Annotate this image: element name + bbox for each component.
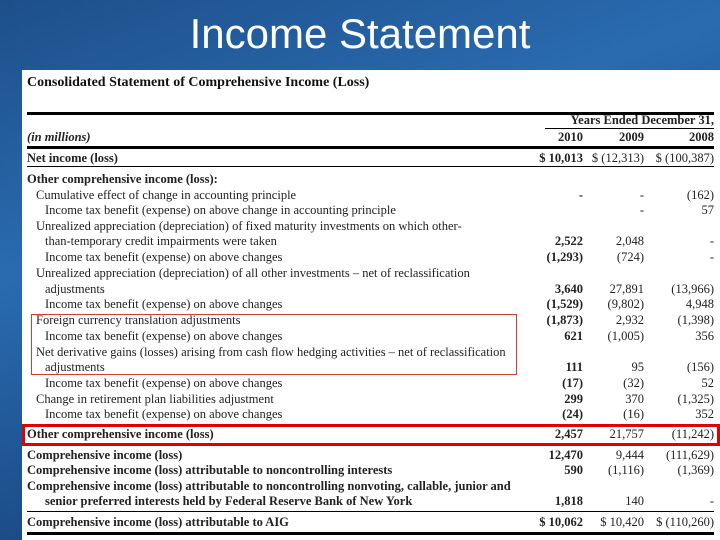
row-label: Income tax benefit (expense) on above changes	[45, 329, 283, 343]
value-2008: $ (100,387)	[655, 151, 714, 165]
value-2009: 370	[625, 392, 644, 406]
value-2008: -	[709, 250, 714, 264]
value-2009: 140	[625, 494, 644, 508]
value-2008: 4,948	[685, 297, 714, 311]
row-label: Income tax benefit (expense) on above change in accounting principle	[45, 203, 396, 217]
value-2009: (16)	[623, 407, 644, 421]
row-label: adjustments	[45, 282, 105, 296]
divider	[27, 532, 714, 535]
row-label: Comprehensive income (loss) attributable to AIG	[27, 515, 289, 529]
row-label: Income tax benefit (expense) on above changes	[45, 376, 283, 390]
value-2010: 1,818	[554, 494, 583, 508]
value-2010: 2,457	[554, 427, 583, 441]
slide-title: Income Statement	[189, 10, 531, 57]
value-2010: (24)	[562, 407, 583, 421]
value-2008: -	[709, 494, 714, 508]
value-2010: (17)	[562, 376, 583, 390]
table-row	[22, 233, 720, 249]
row-label: Income tax benefit (expense) on above changes	[45, 250, 283, 264]
value-2009: 95	[631, 360, 644, 374]
value-2009: 2,932	[615, 313, 644, 327]
row-label: adjustments	[45, 360, 105, 374]
value-2009: (1,116)	[608, 463, 644, 477]
table-row	[22, 359, 720, 375]
table-row	[22, 462, 720, 478]
value-2008: 356	[695, 329, 714, 343]
value-2008: 52	[701, 376, 714, 390]
value-2010: (1,293)	[546, 250, 583, 264]
value-2010: 590	[564, 463, 583, 477]
row-label: Net derivative gains (losses) arising from cash flow hedging activities – net of reclassification	[36, 345, 506, 359]
value-2010: 299	[564, 392, 583, 406]
table-row	[22, 478, 720, 494]
row-label: Income tax benefit (expense) on above changes	[45, 407, 283, 421]
row-label: senior preferred interests held by Federal Reserve Bank of New York	[45, 494, 413, 508]
table-row	[22, 187, 720, 203]
table-row	[22, 281, 720, 297]
table-row	[22, 249, 720, 265]
table-row	[22, 312, 720, 328]
row-label: Comprehensive income (loss) attributable to noncontrolling interests	[27, 463, 393, 477]
value-2008: (13,966)	[671, 282, 714, 296]
value-2009: -	[639, 188, 644, 202]
value-2008: (111,629)	[665, 448, 714, 462]
divider	[27, 146, 714, 149]
value-2008: (11,242)	[671, 427, 714, 441]
value-2009: $ (12,313)	[591, 151, 644, 165]
value-2010: 3,640	[554, 282, 583, 296]
value-2010: -	[578, 188, 583, 202]
row-label: Comprehensive income (loss) attributable to noncontrolling nonvoting, callable, junior and	[27, 479, 511, 493]
year-header-2010: 2010	[558, 130, 583, 144]
value-2009: (9,802)	[607, 297, 644, 311]
value-2009: 21,757	[609, 427, 644, 441]
table-row	[22, 328, 720, 344]
row-label: than-temporary credit impairments were taken	[45, 234, 277, 248]
divider	[27, 166, 714, 167]
value-2008: -	[709, 234, 714, 248]
value-2008: (1,398)	[677, 313, 714, 327]
table-row	[22, 391, 720, 407]
divider	[545, 128, 714, 129]
table-row	[22, 406, 720, 422]
value-2008: (162)	[686, 188, 714, 202]
value-2009: $ 10,420	[600, 515, 644, 529]
table-row	[22, 171, 720, 187]
table-row	[22, 344, 720, 360]
value-2009: 9,444	[615, 448, 644, 462]
statement-panel	[22, 70, 720, 540]
year-header-2009: 2009	[619, 130, 644, 144]
value-2009: -	[639, 203, 644, 217]
value-2008: 352	[695, 407, 714, 421]
row-label: Comprehensive income (loss)	[27, 448, 183, 462]
row-label: Unrealized appreciation (depreciation) of all other investments – net of reclassification	[36, 266, 470, 280]
value-2008: (1,325)	[677, 392, 714, 406]
table-row	[22, 447, 720, 463]
period-header: Years Ended December 31,	[570, 113, 714, 127]
value-2009: (724)	[616, 250, 644, 264]
table-row	[22, 296, 720, 312]
value-2008: (156)	[686, 360, 714, 374]
table-row	[22, 218, 720, 234]
table-row	[22, 150, 720, 166]
value-2009: 2,048	[615, 234, 644, 248]
value-2008: $ (110,260)	[656, 515, 714, 529]
table-row	[22, 375, 720, 391]
value-2009: 27,891	[609, 282, 644, 296]
value-2008: (1,369)	[677, 463, 714, 477]
year-header-2008: 2008	[689, 130, 714, 144]
row-label: Other comprehensive income (loss):	[27, 172, 218, 186]
value-2010: 621	[564, 329, 583, 343]
units-label: (in millions)	[27, 130, 91, 144]
statement-title: Consolidated Statement of Comprehensive Income (Loss)	[27, 75, 370, 90]
value-2009: (1,005)	[607, 329, 644, 343]
value-2008: 57	[701, 203, 714, 217]
table-row	[22, 426, 720, 442]
row-label: Foreign currency translation adjustments	[36, 313, 241, 327]
row-label: Cumulative effect of change in accounting principle	[36, 188, 297, 202]
value-2010: $ 10,062	[539, 515, 583, 529]
row-label: Unrealized appreciation (depreciation) of fixed maturity investments on which other-	[36, 219, 462, 233]
row-label: Change in retirement plan liabilities adjustment	[36, 392, 274, 406]
value-2010: $ 10,013	[539, 151, 583, 165]
row-label: Income tax benefit (expense) on above changes	[45, 297, 283, 311]
row-label: Net income (loss)	[27, 151, 118, 165]
value-2010: 12,470	[548, 448, 583, 462]
table-row	[22, 514, 720, 530]
table-row	[22, 265, 720, 281]
table-row	[22, 493, 720, 509]
value-2010: (1,529)	[546, 297, 583, 311]
value-2010: 111	[565, 360, 583, 374]
divider	[27, 511, 714, 512]
value-2009: (32)	[623, 376, 644, 390]
table-row	[22, 202, 720, 218]
row-label: Other comprehensive income (loss)	[27, 427, 214, 441]
value-2010: 2,522	[554, 234, 583, 248]
value-2010: (1,873)	[546, 313, 583, 327]
